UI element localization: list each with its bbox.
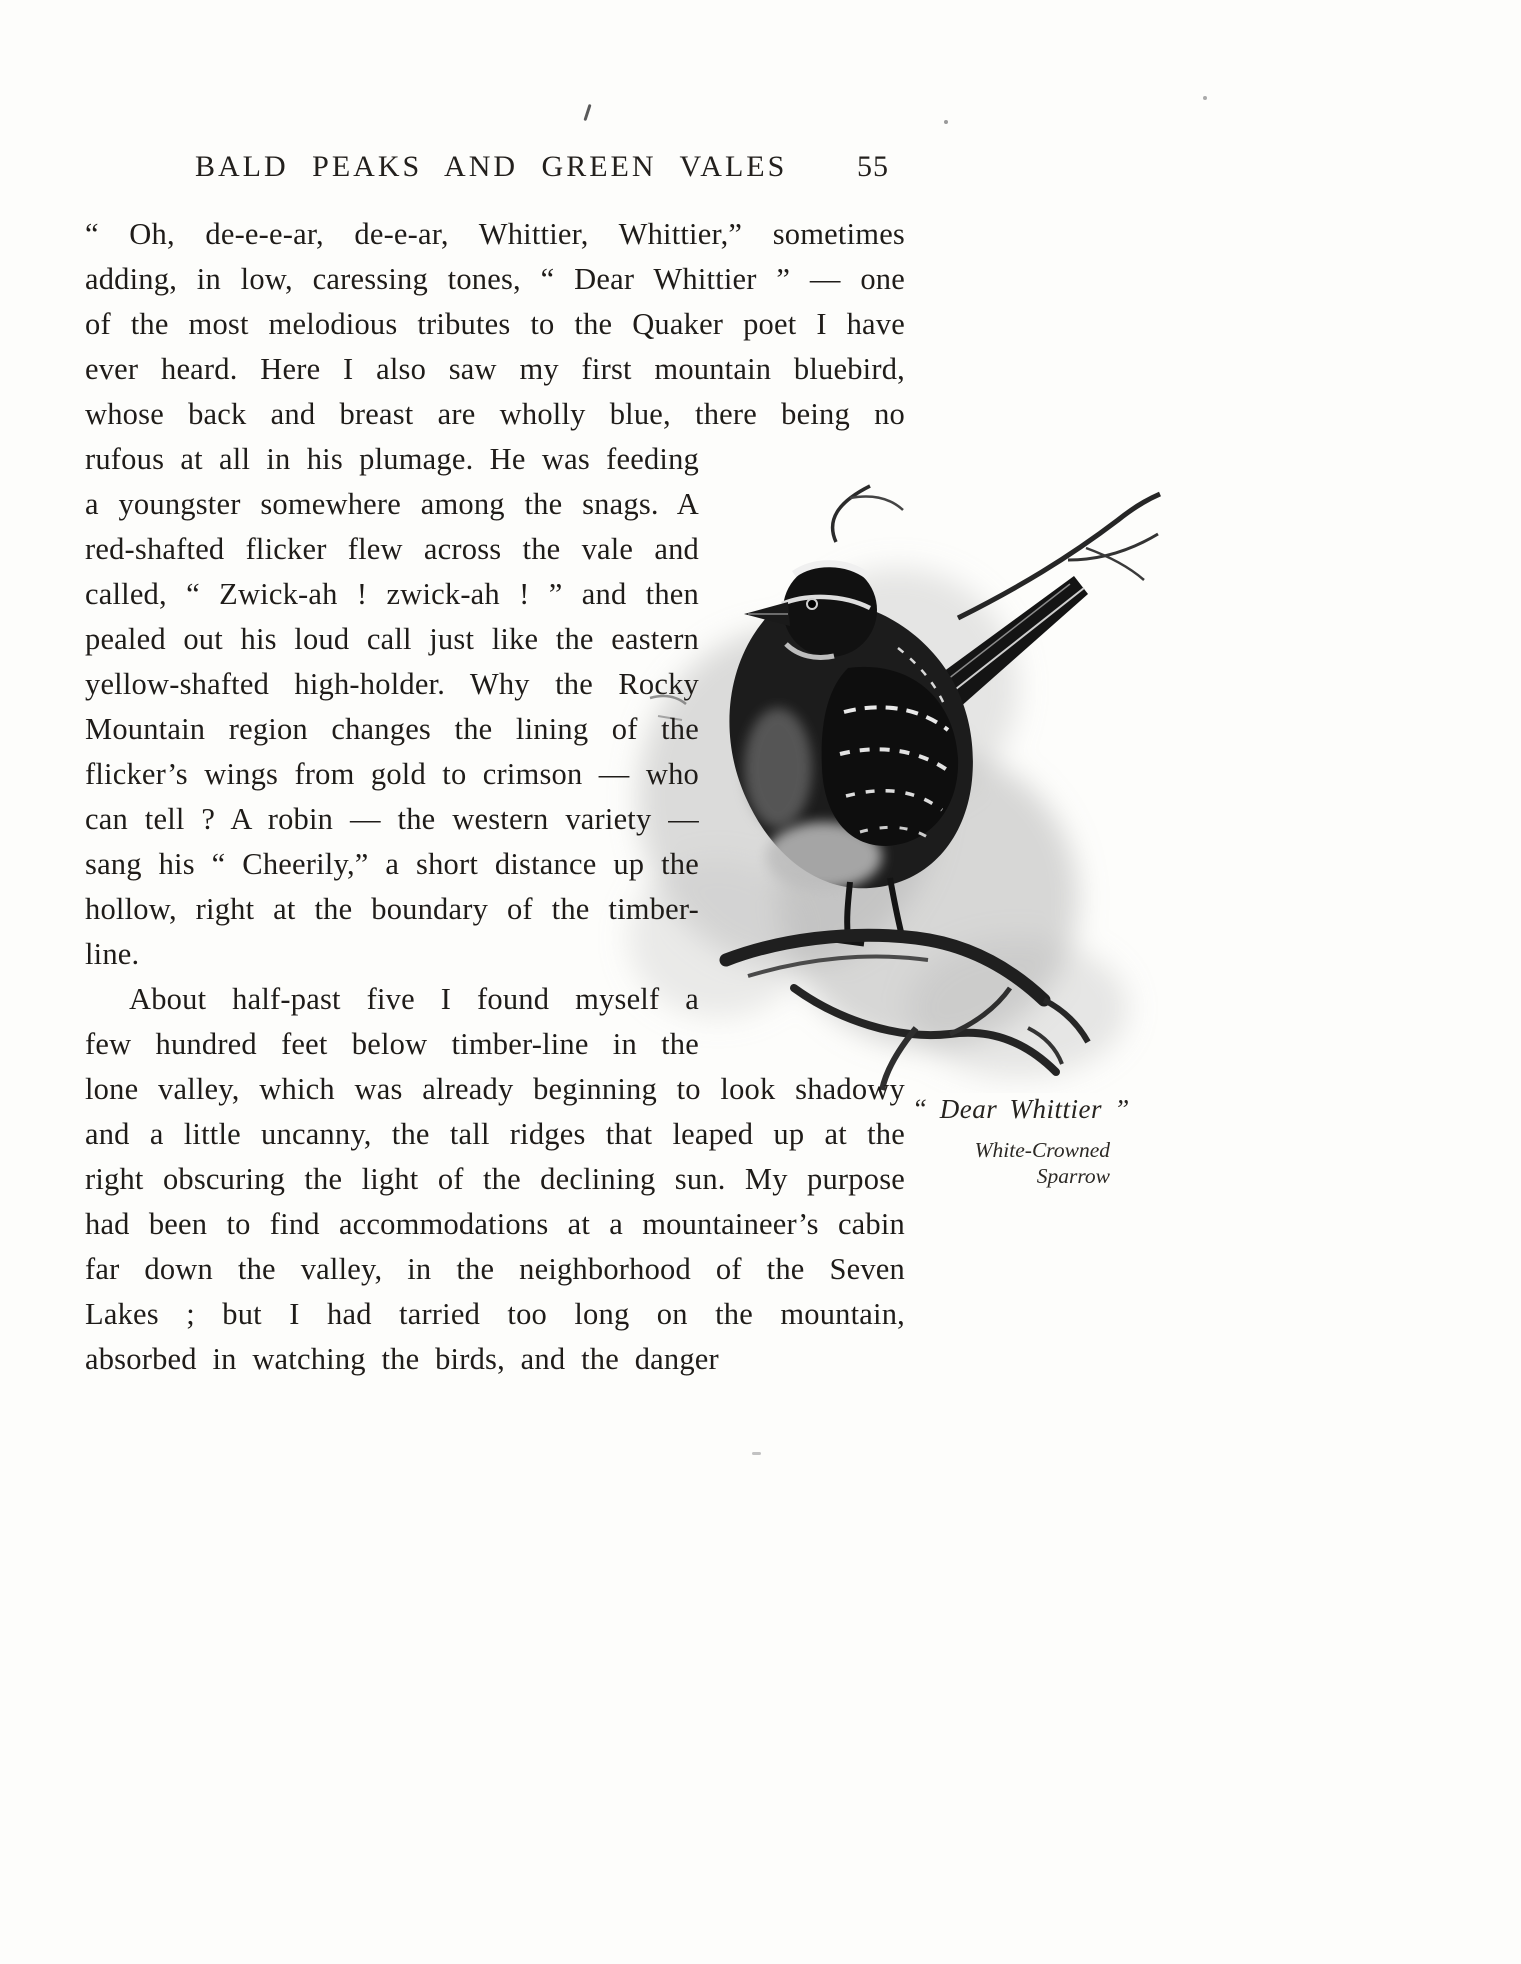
illustration-caption bbox=[912, 1094, 1162, 1189]
body-text bbox=[85, 212, 905, 1382]
chapter-title: BALD PEAKS AND GREEN VALES bbox=[195, 150, 788, 183]
paragraph-1 bbox=[85, 212, 905, 977]
caption-title: “ Dear Whittier ” bbox=[912, 1094, 1130, 1124]
scan-artifact bbox=[944, 120, 948, 124]
scan-artifact bbox=[583, 104, 591, 121]
paragraph-text: “ Oh, de-e-e-ar, de-e-ar, Whittier, Whittier,” sometimes adding, in low, caressing tones, “ Dear Whittier ” — one of the most melodious tributes to the Quaker poet I have ever heard. Here I also saw my first mountain bluebird, whose back and breast are wholly blue, there being no rufous at all in his plumage. bbox=[85, 217, 905, 476]
running-header bbox=[85, 150, 905, 184]
scan-artifact bbox=[1203, 96, 1207, 100]
caption-species-line: White-Crowned bbox=[974, 1138, 1110, 1162]
paragraph-text: About half-past five I found myself a few hundred feet below timber-line in the lone valley, which was already beginning to look shadowy and a little uncanny, the tall ridges that leaped up at the right obscuring the light of the declining sun. My purpose had been to find accommodations at a mountaineer’s cabin far down the valley, in the neighborhood of the Seven Lakes ; but I had tarried too long on the mountain, absorbed in watching the birds, and the danger bbox=[85, 982, 905, 1376]
scan-artifact bbox=[752, 1452, 761, 1455]
page-number: 55 bbox=[857, 150, 889, 183]
paragraph-text: He was feeding a youngster somewhere among the snags. A red-shafted flicker flew across the vale and called, “ Zwick-ah ! zwick-ah ! ” and then pealed out his loud call just like the eastern yellow-shafted high-holder. Why the Rocky Mountain region changes the lining of the flicker’s wings from gold to crimson — who can tell ? A robin — the western variety — sang his “ Cheerily,” a short distance up the hollow, right at the boundary of the timber-line. bbox=[85, 442, 699, 971]
caption-species bbox=[912, 1137, 1110, 1189]
illustration-wrap-spacer bbox=[699, 437, 905, 1059]
caption-species-line: Sparrow bbox=[1036, 1164, 1110, 1188]
